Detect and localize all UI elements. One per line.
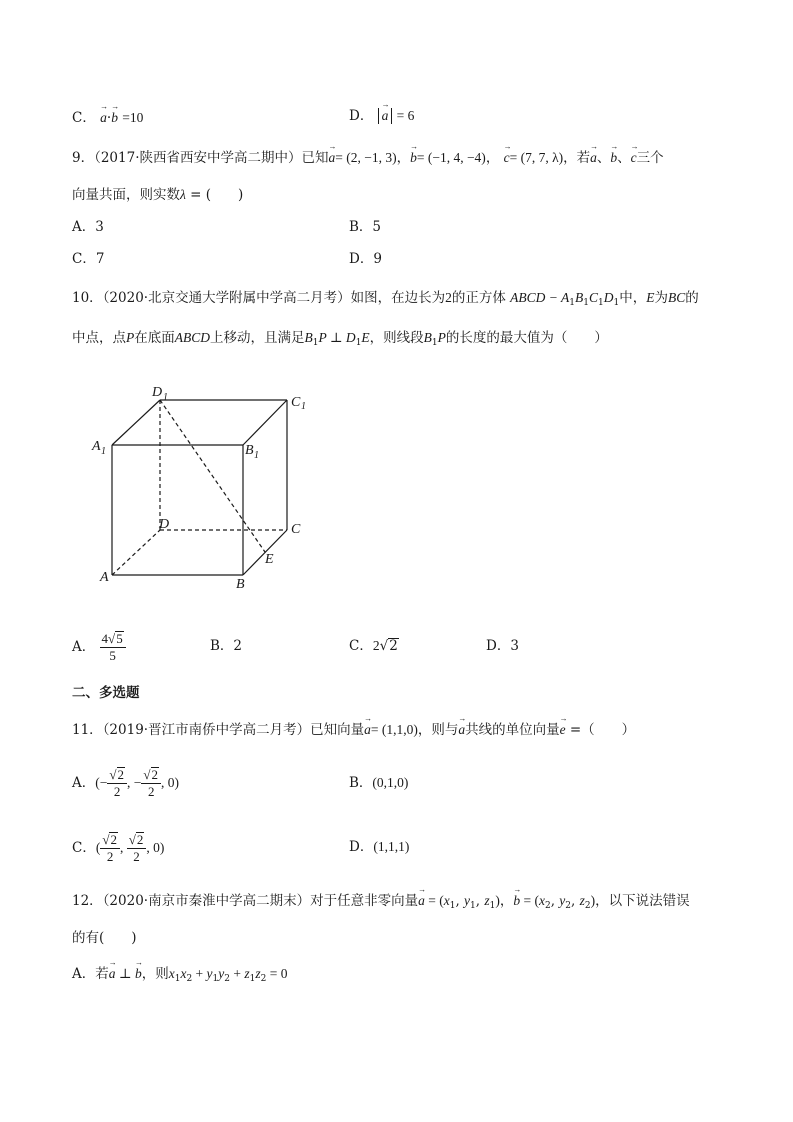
cube-figure xyxy=(88,378,318,593)
svg-text:D: D xyxy=(152,385,163,400)
abs-a: → a xyxy=(378,108,393,124)
q9-option-b[interactable]: B．5 xyxy=(349,219,382,235)
svg-text:1: 1 xyxy=(301,401,306,412)
svg-text:1: 1 xyxy=(163,392,168,403)
q10-stem-line2: 中点，点P在底面ABCD上移动，且满足$B_1P$ ⊥ $D_1E$，则线段$B_1P$的长度的最大值为（ ） xyxy=(72,330,608,348)
svg-text:1: 1 xyxy=(101,446,106,457)
svg-text:B: B xyxy=(245,443,254,458)
q10-option-d[interactable]: D．3 xyxy=(486,638,519,654)
svg-text:A: A xyxy=(100,570,109,585)
vector-b: → b xyxy=(111,108,118,128)
q11-option-b[interactable]: B．(0,1,0) xyxy=(349,775,409,791)
q8-option-d[interactable]: D． → a = 6 xyxy=(349,106,414,126)
q12-stem-line2: 的有( ) xyxy=(72,930,137,946)
q9-stem-line1: 9．（2017·陕西省西安中学高二期中）已知→ a= (2, −1, 3)，→ b= (−1, 4, −4)， → c= (7, 7, λ)，若→ a、→ b、→ c三个 xyxy=(72,148,664,168)
q11-stem: 11．（2019·晋江市南侨中学高二月考）已知向量→ a= (1,1,0)，则与→ a共线的单位向量→ e =（ ） xyxy=(72,720,635,740)
q9-option-a[interactable]: A．3 xyxy=(72,219,104,235)
q11-option-d[interactable]: D．(1,1,1) xyxy=(349,839,410,855)
q12-option-a[interactable]: A．若→ a ⊥ → b，则$x_1x_2 + y_1y_2 + z_1z_2 = 0$ xyxy=(72,964,288,989)
svg-text:B: B xyxy=(236,577,245,592)
svg-text:1: 1 xyxy=(254,450,259,461)
svg-text:D: D xyxy=(159,517,170,532)
q11-option-c[interactable]: C．( $\frac{√2}{2}$ , $\frac{√2}{2}$ , 0) xyxy=(72,832,165,864)
q10-option-a[interactable]: A． $\frac{4√5}{5}$ xyxy=(72,624,126,670)
svg-text:A: A xyxy=(92,439,101,454)
q12-stem-line1: 12．（2020·南京市秦淮中学高二期末）对于任意非零向量→ $a = (x_1$, $y_1$, $z_1$)，→ $b = (x_2$, $y_2$, $z_2$)，以下说法错误 xyxy=(72,891,690,916)
svg-text:C: C xyxy=(291,522,301,537)
q9-option-c[interactable]: C．7 xyxy=(72,251,105,267)
svg-text:E: E xyxy=(265,552,274,567)
vector-a: → a xyxy=(100,108,107,128)
q9-option-d[interactable]: D．9 xyxy=(349,251,382,267)
q10-option-c[interactable]: C．2√2 xyxy=(349,638,398,654)
q8-option-c[interactable]: C． → a·→ b =10 xyxy=(72,108,143,128)
q10-stem-line1: 10．（2020·北京交通大学附属中学高二月考）如图，在边长为2的正方体 ABCD − $A_1B_1C_1D_1$中，E为BC的 xyxy=(72,290,699,308)
svg-text:C: C xyxy=(291,395,301,410)
section-heading: 二、多选题 xyxy=(72,685,140,701)
q11-option-a[interactable]: A．(− $\frac{√2}{2}$ , − $\frac{√2}{2}$ , 0) xyxy=(72,767,180,799)
q9-stem-line2: 向量共面，则实数λ = ( ) xyxy=(72,187,244,203)
q10-option-b[interactable]: B．2 xyxy=(210,638,243,654)
